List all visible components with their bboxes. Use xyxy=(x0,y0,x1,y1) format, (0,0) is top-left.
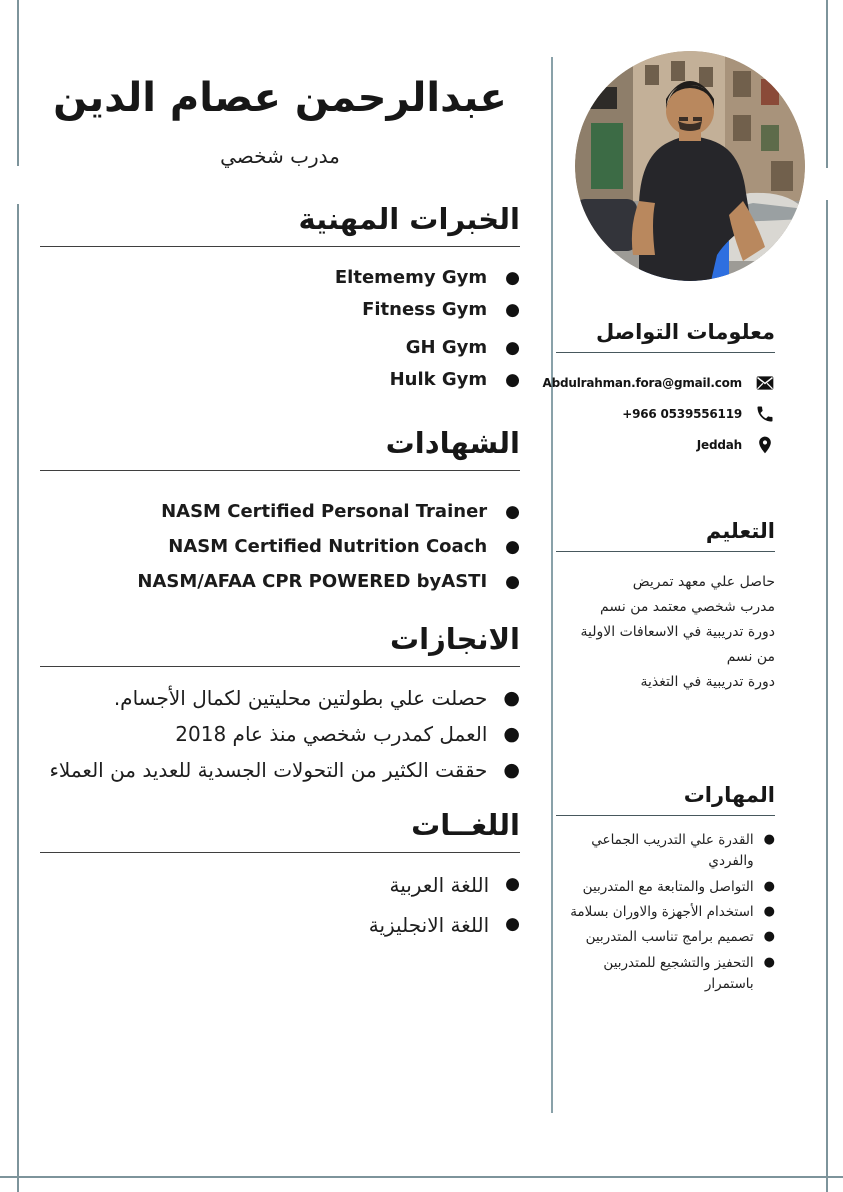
achievements-title: الانجازات xyxy=(390,621,520,656)
contact-row-phone xyxy=(556,404,775,424)
experience-underline xyxy=(40,246,520,247)
contact-phone: +966 0539556119 xyxy=(622,407,742,421)
bullet-dot: ● xyxy=(505,571,520,592)
contact-email: Abdulrahman.fora@gmail.com xyxy=(542,376,742,390)
list-item: ● NASM/AFAA CPR POWERED byASTI xyxy=(137,570,520,592)
certificates-list xyxy=(40,501,520,594)
list-item: ● GH Gym xyxy=(405,336,520,358)
list-item: ● حققت الكثير من التحولات الجسدية للعديد من العملاء xyxy=(40,755,520,786)
education-line: دورة تدريبية في الاسعافات الاولية xyxy=(580,624,775,640)
section-skills xyxy=(556,783,775,995)
list-item: ● العمل كمدرب شخصي منذ عام 2018 xyxy=(40,719,520,750)
bullet-dot: ● xyxy=(763,929,775,945)
bullet-dot: ● xyxy=(505,369,520,390)
list-item: ● القدرة علي التدريب الجماعي والفردي xyxy=(591,832,775,870)
bullet-dot: ● xyxy=(505,268,520,288)
bullet-dot: ● xyxy=(503,686,520,709)
bullet-dot: ● xyxy=(505,873,520,894)
section-languages xyxy=(40,808,520,937)
experience-list xyxy=(40,267,520,392)
education-line: مدرب شخصي معتمد من نسم xyxy=(600,599,775,615)
list-item: ● Hulk Gym xyxy=(389,368,520,390)
list-item: ● Fitness Gym xyxy=(362,298,520,320)
column-divider-line xyxy=(551,57,553,1113)
bullet-dot: ● xyxy=(763,832,775,847)
contact-underline xyxy=(556,352,775,353)
education-line: من نسم xyxy=(726,649,775,665)
mail-icon xyxy=(755,373,775,393)
location-icon xyxy=(755,435,775,455)
list-item: ● تصميم برامج تناسب المتدربين xyxy=(556,927,775,948)
list-item: ● NASM Certified Personal Trainer xyxy=(161,500,520,522)
frame-line-left-bottom xyxy=(17,204,19,1192)
contact-title: معلومات التواصل xyxy=(596,320,775,344)
list-item: ● التحفيز والتشجيع للمتدربين باستمرار xyxy=(603,954,775,992)
skills-underline xyxy=(556,815,775,816)
list-item: ● التواصل والمتابعة مع المتدربين xyxy=(556,877,775,898)
section-experience xyxy=(40,202,520,392)
sidebar-column xyxy=(542,0,775,999)
bullet-dot: ● xyxy=(505,337,520,358)
bullet-dot: ● xyxy=(763,878,775,894)
bullet-dot: ● xyxy=(505,501,520,522)
certificates-underline xyxy=(40,470,520,471)
contact-list xyxy=(542,373,775,455)
languages-title: اللغــات xyxy=(411,807,520,842)
list-item: ● حصلت علي بطولتين محليتين لكمال الأجسام. xyxy=(40,683,520,714)
achievements-list xyxy=(40,683,520,786)
bullet-dot: ● xyxy=(505,913,520,934)
education-lines xyxy=(556,570,775,695)
bullet-dot: ● xyxy=(503,758,520,781)
education-title: التعليم xyxy=(705,519,775,543)
person-name: عبدالرحمن عصام الدين xyxy=(53,75,507,121)
list-item: ● Eltememy Gym xyxy=(334,267,520,288)
section-contact xyxy=(542,320,775,455)
experience-title: الخبرات المهنية xyxy=(298,202,520,236)
frame-line-right-bottom xyxy=(826,200,828,1192)
job-title: مدرب شخصي xyxy=(220,144,340,168)
bullet-dot: ● xyxy=(763,954,775,970)
languages-list xyxy=(40,873,520,937)
phone-icon xyxy=(755,404,775,424)
achievements-underline xyxy=(40,666,520,667)
frame-line-right-top xyxy=(826,0,828,168)
section-achievements xyxy=(40,622,520,786)
main-column xyxy=(40,0,520,953)
list-item: ● اللغة العربية xyxy=(389,872,520,897)
bullet-dot: ● xyxy=(505,299,520,320)
list-item: ● NASM Certified Nutrition Coach xyxy=(168,535,520,557)
education-underline xyxy=(556,551,775,552)
section-education xyxy=(556,519,775,695)
contact-row-location xyxy=(556,435,775,455)
education-line: دورة تدريبية في التغذية xyxy=(640,674,775,690)
contact-city: Jeddah xyxy=(696,438,742,452)
frame-line-left-top xyxy=(17,0,19,166)
education-line: حاصل علي معهد تمريض xyxy=(632,574,775,590)
bullet-dot: ● xyxy=(503,722,520,745)
skills-title: المهارات xyxy=(683,783,775,807)
bullet-dot: ● xyxy=(505,536,520,557)
frame-line-bottom xyxy=(0,1176,843,1178)
contact-row-email xyxy=(542,373,775,393)
certificates-title: الشهادات xyxy=(385,425,520,460)
list-item: ● اللغة الانجليزية xyxy=(368,912,520,937)
skills-list xyxy=(556,830,775,995)
list-item: ● استخدام الأجهزة والاوران بسلامة xyxy=(556,902,775,923)
languages-underline xyxy=(40,852,520,853)
section-certificates xyxy=(40,426,520,594)
bullet-dot: ● xyxy=(763,903,775,919)
